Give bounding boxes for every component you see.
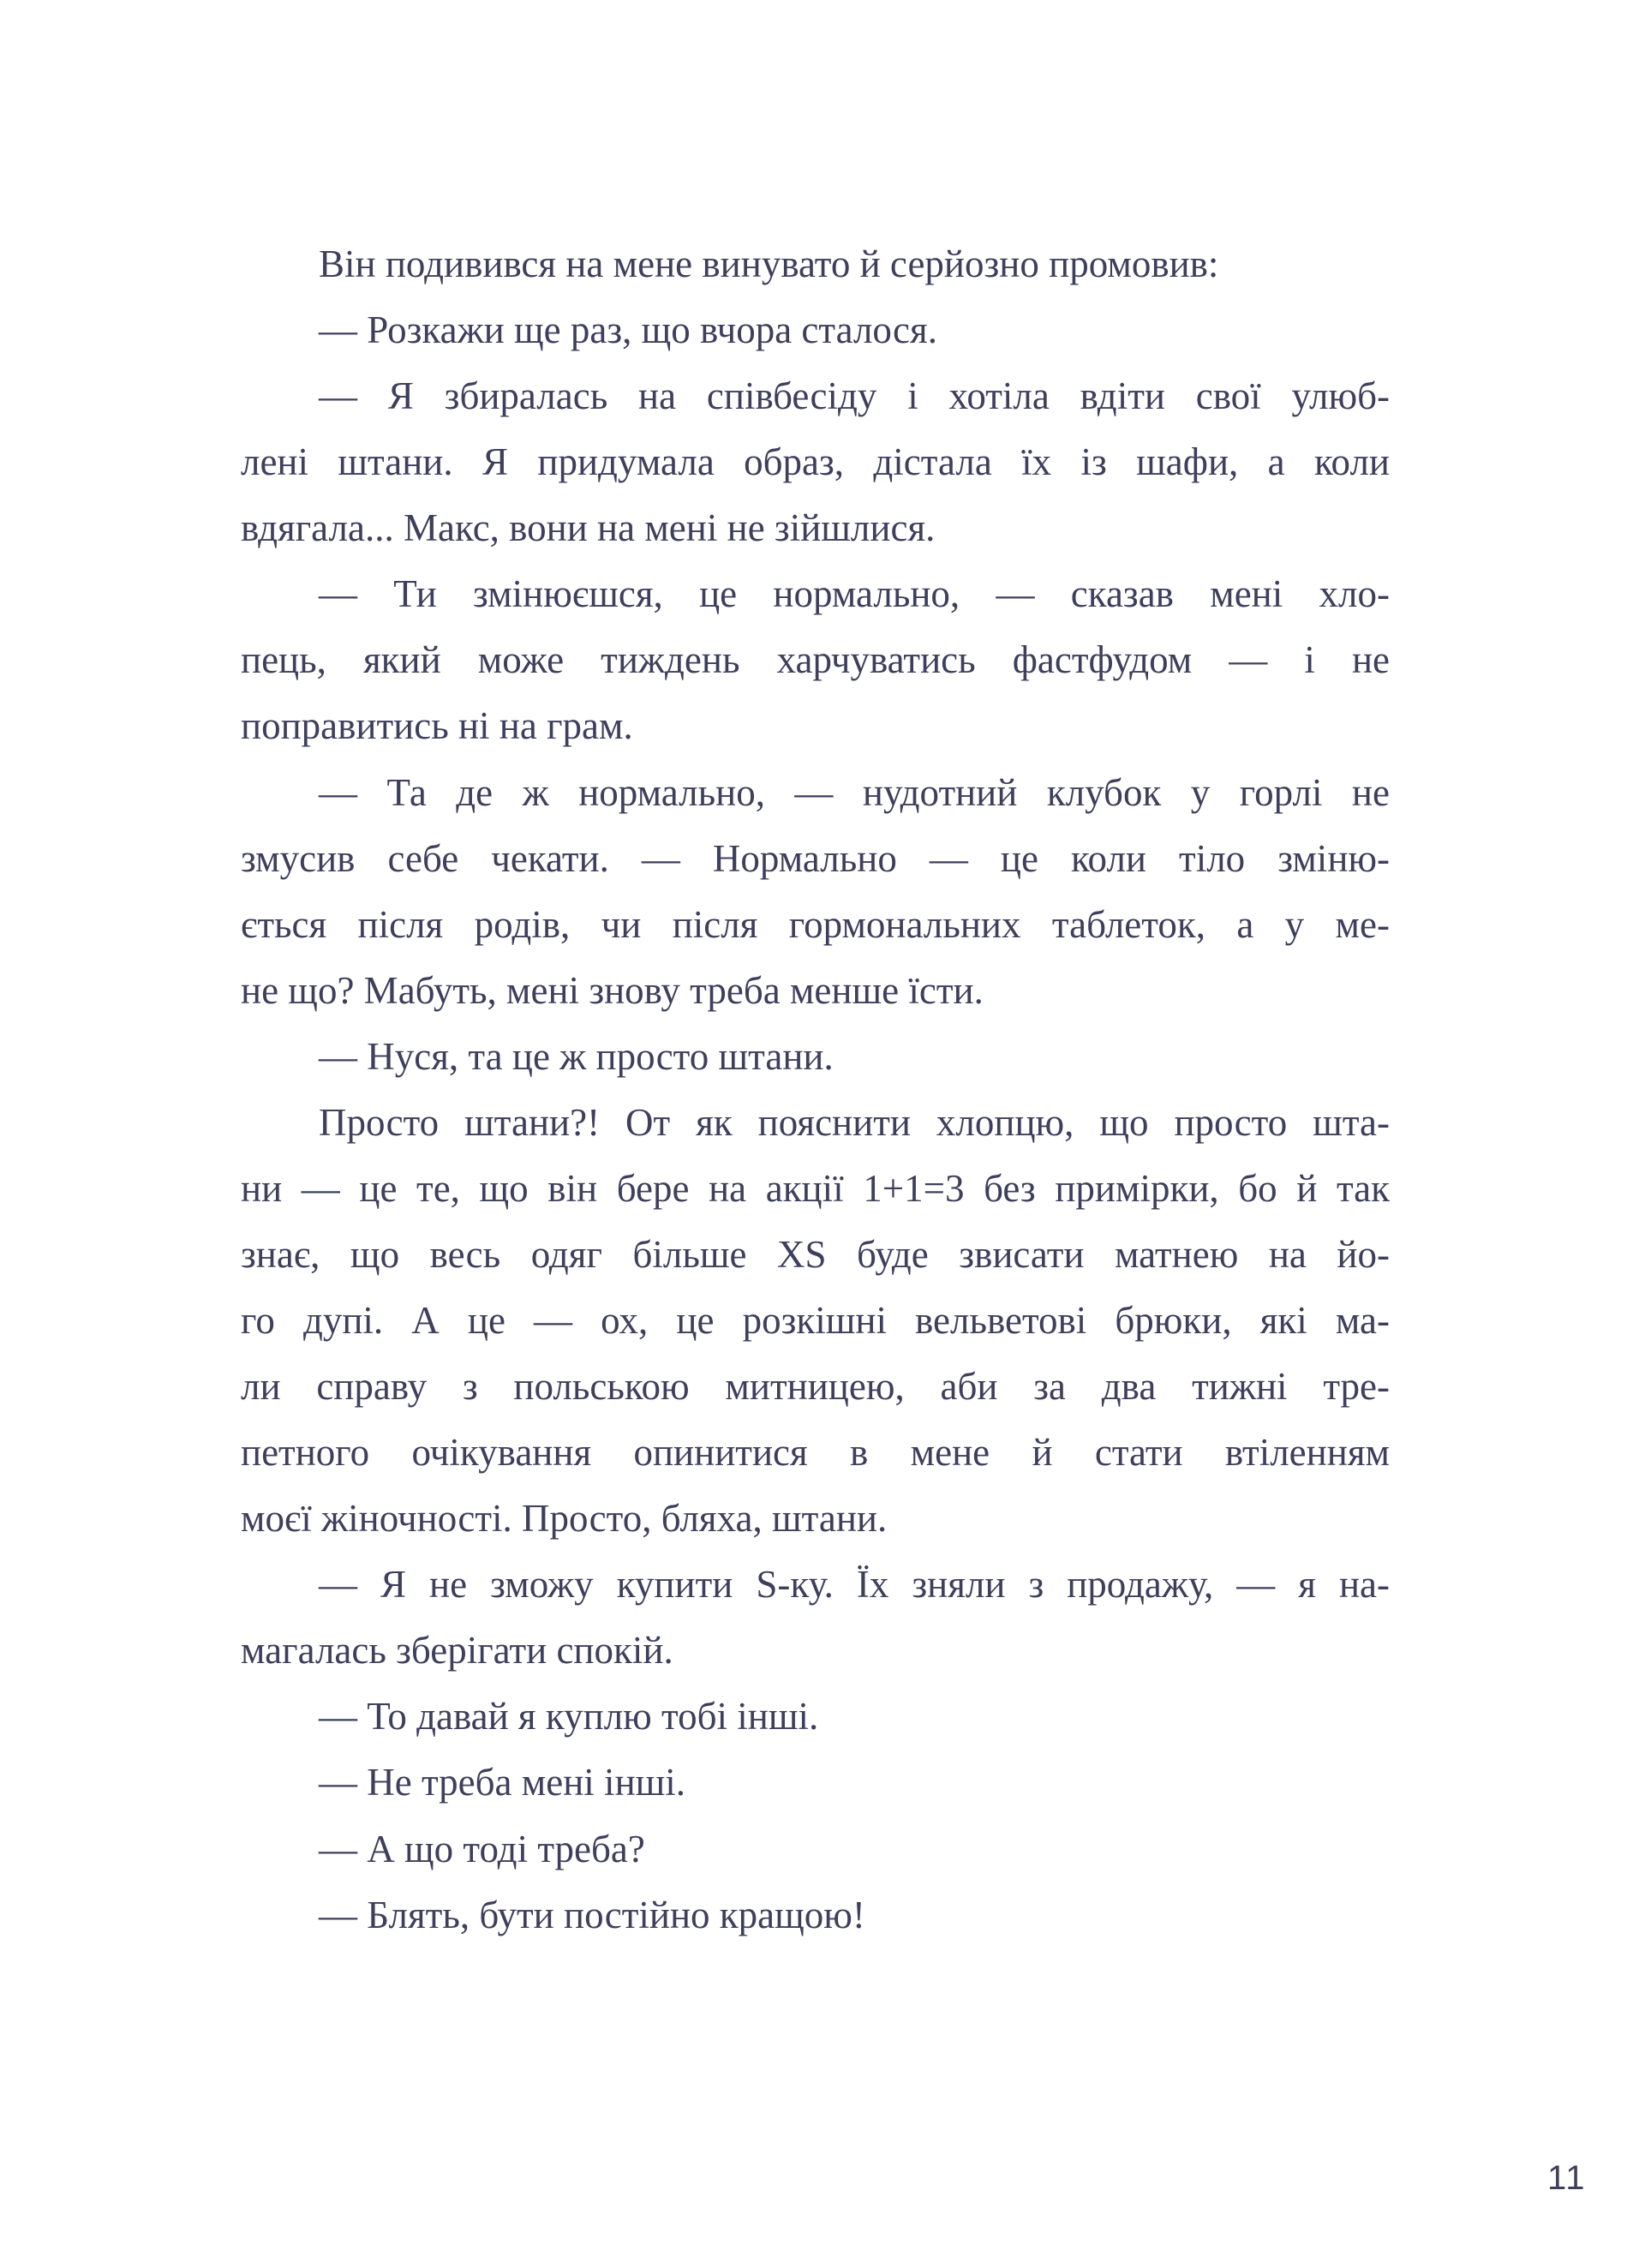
text-line: — А що тоді треба? [319,1827,645,1870]
paragraph [241,561,1390,759]
page-number: 11 [1547,2159,1587,2197]
paragraph [241,231,1390,297]
text-line: поправитись ні на грам. [241,704,633,748]
paragraph [241,1090,1390,1552]
text-line: — Ти змінюєшся, це нормально, — сказав мені хло- [319,572,1390,616]
text-line: — Та де ж нормально, — нудотний клубок у горлі не [319,770,1390,814]
paragraph [241,363,1390,561]
text-line: лені штани. Я придумала образ, дістала їх із шафи, а коли [241,440,1390,484]
text-line: не що? Мабуть, мені знову треба менше їсти. [241,968,984,1012]
text-line: знає, що весь одяг більше XS буде звисати матнею на йо- [241,1232,1390,1276]
text-line: ни — це те, що він бере на акції 1+1=3 без примірки, бо й так [241,1166,1390,1210]
text-line: ли справу з польською митницею, аби за два тижні тре- [241,1365,1390,1409]
paragraph [241,1882,1390,1948]
text-line: — Я збиралась на співбесіду і хотіла вдіти свої улюб- [319,374,1390,418]
paragraph [241,1750,1390,1816]
paragraph [241,297,1390,363]
text-line: пець, який може тиждень харчуватись фастфудом — і не [241,638,1390,682]
text-line: Він подивився на мене винувато й серйозно промовив: [319,242,1219,285]
paragraph [241,760,1390,1024]
text-line: ється після родів, чи після гормональних таблеток, а у ме- [241,902,1390,946]
text-line: магалась зберігати спокій. [241,1629,673,1673]
page-body-text [241,231,1390,1948]
text-line: — Розкажи ще раз, що вчора сталося. [319,308,937,352]
text-line: моєї жіночності. Просто, бляха, штани. [241,1497,888,1541]
paragraph [241,1552,1390,1684]
text-line: вдягала... Макс, вони на мені не зійшлися. [241,506,936,550]
text-line: — Блять, бути постійно кращою! [319,1893,865,1936]
text-line: — Нуся, та це ж просто штани. [319,1034,834,1078]
paragraph [241,1024,1390,1090]
text-line: Просто штани?! От як пояснити хлопцю, що просто шта- [319,1100,1390,1144]
text-line: — Я не зможу купити S-ку. Їх зняли з продажу, — я на- [319,1563,1390,1607]
paragraph [241,1684,1390,1750]
text-line: петного очікування опинитися в мене й стати втіленням [241,1431,1390,1475]
text-line: — То давай я куплю тобі інші. [319,1695,819,1738]
text-line: го дупі. А це — ох, це розкішні вельветові брюки, які ма- [241,1299,1390,1342]
text-line: — Не треба мені інші. [319,1761,686,1804]
text-line: змусив себе чекати. — Нормально — це коли тіло зміню- [241,836,1390,880]
paragraph [241,1816,1390,1882]
